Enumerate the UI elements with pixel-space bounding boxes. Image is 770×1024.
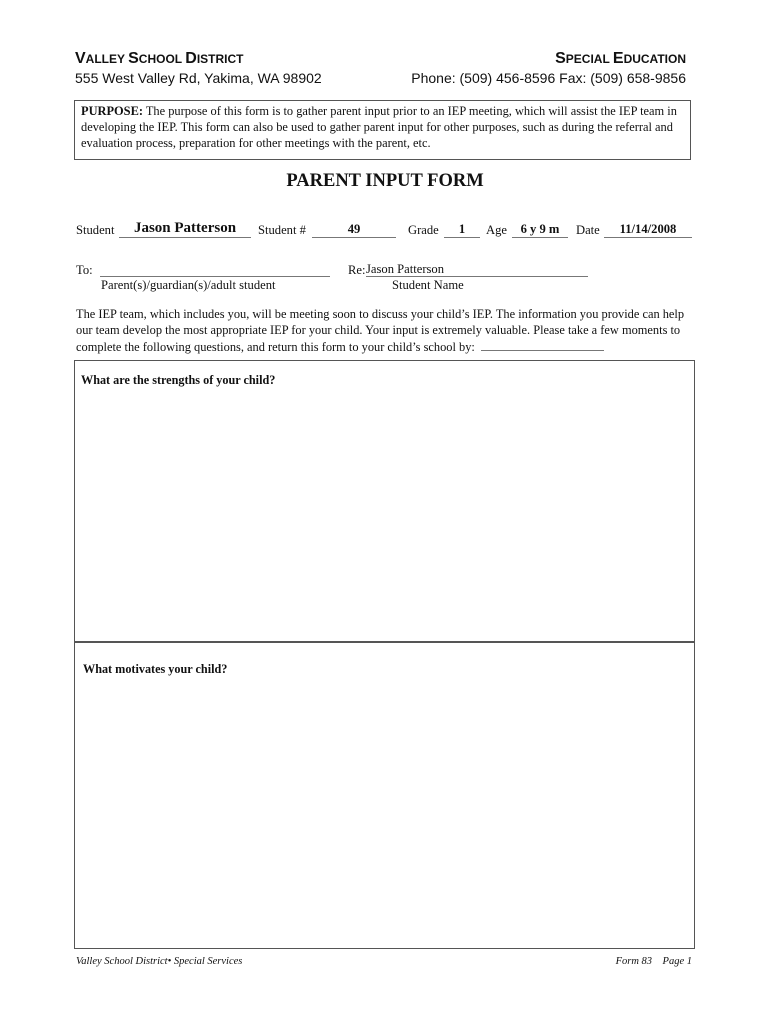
purpose-text: The purpose of this form is to gather parent input prior to an IEP meeting, which will assist the IEP team in developing the IEP. This form can also be used to gather parent input for other purposes, such as during the referral and evaluation process, preparation for other meetings with the parent, etc.	[81, 104, 677, 150]
footer-left: Valley School District• Special Services	[76, 956, 243, 967]
age-label: Age	[486, 223, 507, 237]
student-name-field[interactable]: Jason Patterson	[119, 220, 251, 238]
instructions-paragraph	[76, 306, 686, 355]
age-field[interactable]: 6 y 9 m	[512, 222, 568, 238]
footer-right: Form 83 Page 1	[615, 956, 692, 967]
grade-field[interactable]: 1	[444, 222, 480, 238]
district-address: 555 West Valley Rd, Yakima, WA 98902	[75, 70, 322, 86]
motivation-question-box[interactable]	[74, 641, 695, 949]
re-value: Jason Patterson	[366, 262, 445, 276]
strengths-question: What are the strengths of your child?	[81, 373, 276, 387]
purpose-box	[74, 100, 691, 160]
department-name: SPECIAL EDUCATION	[555, 50, 686, 67]
to-field[interactable]	[100, 262, 330, 277]
contact-info: Phone: (509) 456-8596 Fax: (509) 658-9856	[411, 70, 686, 86]
strengths-question-box[interactable]	[74, 360, 695, 643]
date-field[interactable]: 11/14/2008	[604, 222, 692, 238]
date-label: Date	[576, 223, 600, 237]
instructions-text: The IEP team, which includes you, will be meeting soon to discuss your child’s IEP. The information you provide can help our team develop the most appropriate IEP for your child. Your input is extremely valuable. Please take a few moments to complete the following questions, and return this form to your child’s school by:	[76, 307, 685, 354]
district-name: VALLEY SCHOOL DISTRICT	[75, 50, 244, 67]
purpose-label: PURPOSE:	[81, 104, 143, 118]
motivation-question: What motivates your child?	[83, 662, 228, 676]
re-field[interactable]	[366, 262, 588, 277]
form-title: PARENT INPUT FORM	[286, 171, 484, 191]
grade-label: Grade	[408, 223, 439, 237]
student-number-label: Student #	[258, 223, 306, 237]
to-label: To:	[76, 263, 93, 277]
re-caption: Student Name	[392, 278, 464, 292]
return-by-field[interactable]	[481, 338, 604, 351]
student-label: Student	[76, 223, 115, 237]
to-caption: Parent(s)/guardian(s)/adult student	[101, 278, 276, 292]
re-label: Re:	[348, 263, 366, 277]
student-number-field[interactable]: 49	[312, 222, 396, 238]
